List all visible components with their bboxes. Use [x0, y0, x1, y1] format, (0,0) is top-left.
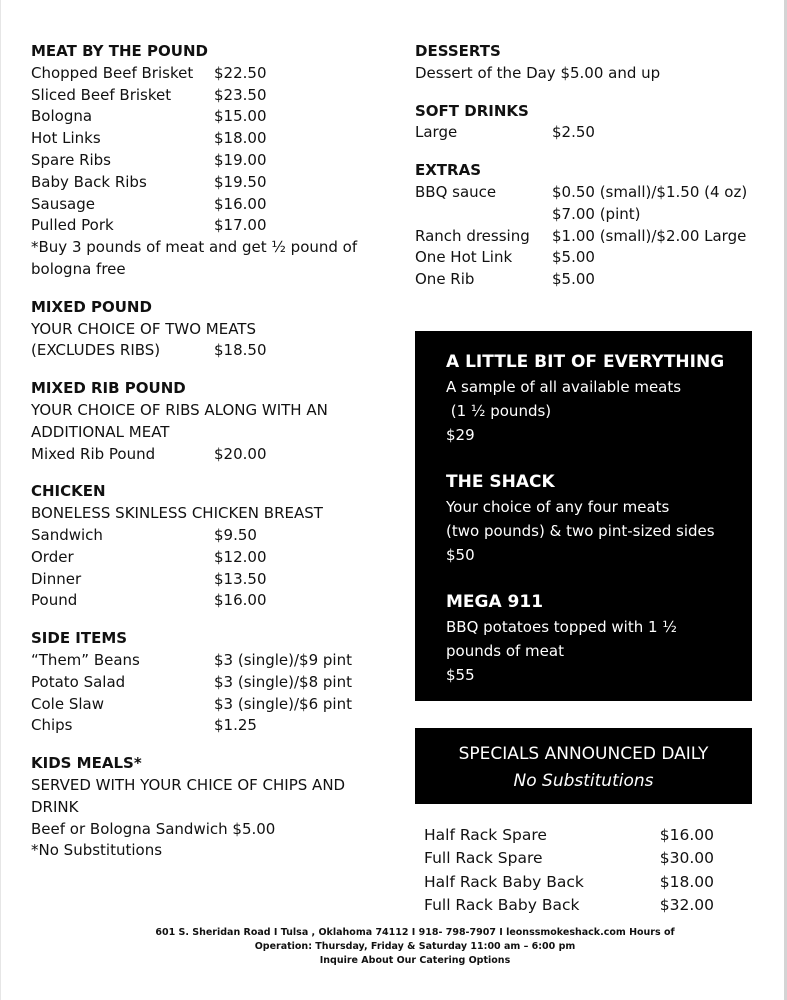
item-price: $3 (single)/$6 pint	[214, 694, 352, 713]
item-price: $16.00	[659, 826, 714, 844]
special-title: A LITTLE BIT OF EVERYTHING	[446, 352, 725, 372]
kids-title: KIDS MEALS*	[31, 754, 142, 773]
special-item	[446, 349, 752, 447]
item-price: $15.00	[214, 107, 267, 126]
menu-item	[31, 715, 391, 737]
meat-section	[31, 41, 391, 281]
item-name: Half Rack Baby Back	[424, 872, 584, 891]
item-name: Half Rack Spare	[424, 826, 547, 844]
menu-item	[415, 269, 760, 291]
item-name: One Rib	[415, 270, 475, 289]
item-name: Sausage	[31, 194, 95, 213]
item-name: Pulled Pork	[31, 216, 114, 235]
desserts-title: DESSERTS	[415, 42, 501, 60]
special-price: $29	[446, 426, 475, 444]
special-line: pounds of meat	[446, 642, 564, 660]
chicken-title: CHICKEN	[31, 482, 106, 501]
item-price: $22.50	[214, 63, 267, 82]
special-line: (1 ½ pounds)	[446, 402, 552, 420]
mixed-pound-title: MIXED POUND	[31, 297, 152, 316]
item-name: Mixed Rib Pound	[31, 444, 156, 463]
menu-item	[31, 128, 391, 150]
special-price: $50	[446, 546, 475, 564]
special-line: BBQ potatoes topped with 1 ½	[446, 618, 677, 636]
footer-address: 601 S. Sheridan Road I Tulsa , Oklahoma 74112 I 918- 798-7907 I leonssmokeshack.com Hours of	[155, 927, 675, 938]
mixed-rib-desc: YOUR CHOICE OF RIBS ALONG WITH AN ADDITIONAL MEAT	[31, 400, 328, 441]
special-price: $55	[446, 666, 475, 684]
right-column	[415, 41, 760, 307]
menu-item	[31, 85, 391, 107]
menu-item	[31, 547, 391, 569]
rib-prices	[424, 824, 714, 918]
chicken-desc: BONELESS SKINLESS CHICKEN BREAST	[31, 504, 323, 523]
specials-box	[415, 331, 752, 701]
daily-title: SPECIALS ANNOUNCED DAILY	[458, 744, 709, 764]
menu-item	[424, 847, 714, 870]
menu-item	[31, 525, 391, 547]
daily-specials-banner	[415, 728, 752, 804]
item-price: $18.50	[214, 341, 267, 360]
special-title: MEGA 911	[446, 592, 544, 612]
menu-item	[415, 247, 760, 269]
menu-item	[424, 894, 714, 917]
meat-note: *Buy 3 pounds of meat and get ½ pound of bologna free	[31, 238, 358, 278]
soft-drinks-title: SOFT DRINKS	[415, 101, 529, 120]
mixed-rib-title: MIXED RIB POUND	[31, 379, 186, 398]
item-name: Hot Links	[31, 129, 101, 148]
item-price: $2.50	[552, 123, 595, 142]
item-name: (EXCLUDES RIBS)	[31, 341, 161, 360]
menu-item	[424, 824, 714, 847]
menu-item	[31, 694, 391, 716]
mixed-pound-desc: YOUR CHOICE OF TWO MEATS	[31, 319, 256, 338]
soft-drinks-section	[415, 101, 760, 145]
item-price: $1.25	[214, 716, 257, 735]
item-price: $9.50	[214, 525, 257, 544]
special-title: THE SHACK	[446, 472, 555, 492]
item-price: $3 (single)/$8 pint	[214, 672, 352, 691]
item-price: $19.00	[214, 150, 267, 169]
item-price: $32.00	[659, 896, 714, 915]
footer-catering: Inquire About Our Catering Options	[319, 955, 511, 966]
menu-item	[415, 226, 760, 248]
item-name: Dinner	[31, 569, 82, 588]
item-price: $5.00	[552, 248, 595, 267]
menu-item	[415, 122, 760, 144]
kids-section	[31, 753, 391, 862]
item-price: $23.50	[214, 85, 267, 104]
item-price: $12.00	[214, 547, 267, 566]
extras-section	[415, 160, 760, 291]
item-name: Baby Back Ribs	[31, 172, 147, 191]
item-price: $13.50	[214, 569, 267, 588]
item-name: Chips	[31, 716, 73, 735]
menu-item	[31, 150, 391, 172]
item-price: $5.00	[552, 270, 595, 289]
menu-item	[415, 204, 760, 226]
item-name: One Hot Link	[415, 248, 513, 267]
menu-item	[31, 569, 391, 591]
item-price: $20.00	[214, 444, 267, 463]
menu-item	[31, 650, 391, 672]
menu-item	[415, 182, 760, 204]
item-price: $0.50 (small)/$1.50 (4 oz)	[552, 182, 748, 201]
item-name: Sliced Beef Brisket	[31, 85, 172, 104]
item-price: $1.00 (small)/$2.00 Large	[552, 226, 747, 245]
item-price: $16.00	[214, 591, 267, 610]
daily-subtitle: No Substitutions	[513, 771, 654, 791]
item-price: $30.00	[659, 849, 714, 868]
menu-item	[31, 672, 391, 694]
item-name: Full Rack Baby Back	[424, 896, 580, 915]
menu-item	[31, 444, 391, 466]
item-name: Spare Ribs	[31, 150, 111, 169]
special-line: Your choice of any four meats	[446, 498, 670, 516]
item-name: Bologna	[31, 107, 93, 126]
item-price: $16.00	[214, 194, 267, 213]
menu-item	[31, 63, 391, 85]
kids-note: *No Substitutions	[31, 841, 163, 860]
footer	[150, 926, 680, 968]
kids-item: Beef or Bologna Sandwich $5.00	[31, 819, 276, 838]
item-name: Potato Salad	[31, 672, 126, 691]
item-price: $17.00	[214, 216, 267, 235]
menu-item	[31, 172, 391, 194]
footer-hours: Operation: Thursday, Friday & Saturday 11:00 am – 6:00 pm	[254, 941, 576, 952]
sides-section	[31, 628, 391, 737]
item-name: Pound	[31, 591, 78, 610]
item-name: “Them” Beans	[31, 650, 140, 669]
item-name: BBQ sauce	[415, 182, 497, 201]
sides-title: SIDE ITEMS	[31, 629, 128, 648]
special-line: (two pounds) & two pint-sized sides	[446, 522, 715, 540]
extras-title: EXTRAS	[415, 161, 482, 180]
item-name: Order	[31, 547, 74, 566]
item-name: Chopped Beef Brisket	[31, 63, 194, 82]
item-name: Sandwich	[31, 525, 103, 544]
mixed-pound-section	[31, 297, 391, 362]
item-name: Ranch dressing	[415, 226, 530, 245]
menu-item	[31, 340, 391, 362]
item-name: Cole Slaw	[31, 694, 104, 713]
page-left-edge	[0, 0, 1, 1000]
special-item	[446, 469, 752, 567]
special-line: A sample of all available meats	[446, 378, 682, 396]
item-price: $19.50	[214, 172, 267, 191]
meat-title: MEAT BY THE POUND	[31, 42, 208, 60]
item-name: Large	[415, 123, 458, 142]
left-column	[31, 41, 391, 878]
menu-item	[31, 590, 391, 612]
menu-item	[31, 215, 391, 237]
item-price: $18.00	[659, 872, 714, 891]
mixed-rib-section	[31, 378, 391, 465]
item-price: $18.00	[214, 129, 267, 148]
chicken-section	[31, 481, 391, 612]
special-item	[446, 589, 752, 687]
menu-item	[31, 194, 391, 216]
item-name: Full Rack Spare	[424, 849, 543, 868]
item-price: $7.00 (pint)	[552, 204, 641, 223]
desserts-item: Dessert of the Day $5.00 and up	[415, 63, 661, 82]
menu-item	[424, 871, 714, 894]
menu-item	[31, 106, 391, 128]
item-price: $3 (single)/$9 pint	[214, 650, 352, 669]
desserts-section	[415, 41, 760, 85]
kids-desc: SERVED WITH YOUR CHICE OF CHIPS AND DRINK	[31, 775, 346, 816]
